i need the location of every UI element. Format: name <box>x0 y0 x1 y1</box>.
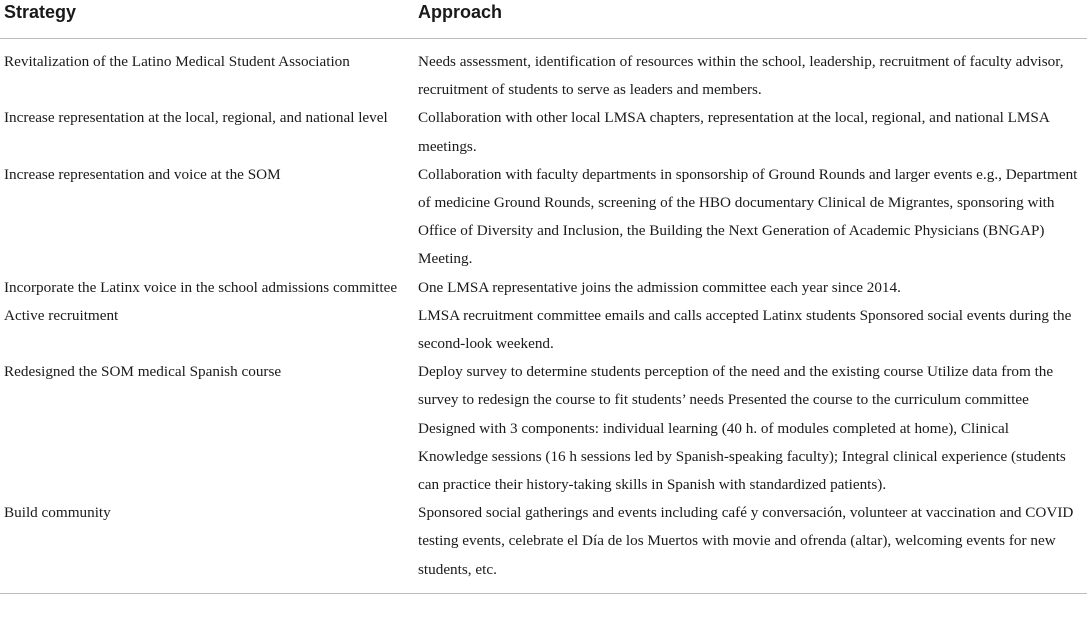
header-strategy: Strategy <box>0 0 414 39</box>
table-row <box>0 358 1087 499</box>
approach-cell: Sponsored social gatherings and events including café y conversación, volunteer at vaccination and COVID testing events, celebrate el Día de los Muertos with movie and ofrenda (altar), welcoming events for new students, etc. <box>414 499 1087 593</box>
table-row <box>0 274 1087 302</box>
table-body <box>0 39 1087 594</box>
table-row <box>0 499 1087 593</box>
table-row <box>0 302 1087 358</box>
table-header <box>0 0 1087 39</box>
table-row <box>0 39 1087 105</box>
strategy-cell: Redesigned the SOM medical Spanish course <box>4 363 282 381</box>
approach-cell: Collaboration with other local LMSA chapters, representation at the local, regional, and national LMSA meetings. <box>418 109 1049 155</box>
approach-cell: Needs assessment, identification of resources within the school, leadership, recruitment of faculty advisor, recruitment of students to serve as leaders and members. <box>418 53 1064 99</box>
table-row <box>0 161 1087 274</box>
approach-cell: Deploy survey to determine students perception of the need and the existing course Utilize data from the survey to redesign the course to fit students’ needs Presented the course to the curriculum committee Designed with 3 components: individual learning (40 h. of modules completed at home), Clinical Knowledge sessions (16 h sessions led by Spanish-speaking faculty); Integral clinical experience (students can practice their history-taking skills in Spanish with standardized patients). <box>418 363 1066 494</box>
strategy-cell: Active recruitment <box>4 306 119 324</box>
table-row <box>0 104 1087 160</box>
strategy-cell: Revitalization of the Latino Medical Student Association <box>4 53 350 70</box>
strategy-cell: Increase representation at the local, regional, and national level <box>4 109 388 127</box>
approach-cell: One LMSA representative joins the admission committee each year since 2014. <box>418 278 901 296</box>
header-approach: Approach <box>414 0 1087 39</box>
strategy-cell: Increase representation and voice at the SOM <box>4 165 281 183</box>
approach-cell: LMSA recruitment committee emails and calls accepted Latinx students Sponsored social events during the second-look weekend. <box>418 306 1072 353</box>
header-row <box>0 0 1087 39</box>
strategy-cell: Incorporate the Latinx voice in the school admissions committee <box>4 278 398 296</box>
strategy-cell: Build community <box>0 499 414 593</box>
approach-cell: Collaboration with faculty departments in sponsorship of Ground Rounds and larger events e.g., Department of medicine Ground Rounds, screening of the HBO documentary Clinical de Migrantes, sponsoring with Office of Diversity and Inclusion, the Building the Next Generation of Academic Physicians (BNGAP) Meeting. <box>418 165 1078 268</box>
